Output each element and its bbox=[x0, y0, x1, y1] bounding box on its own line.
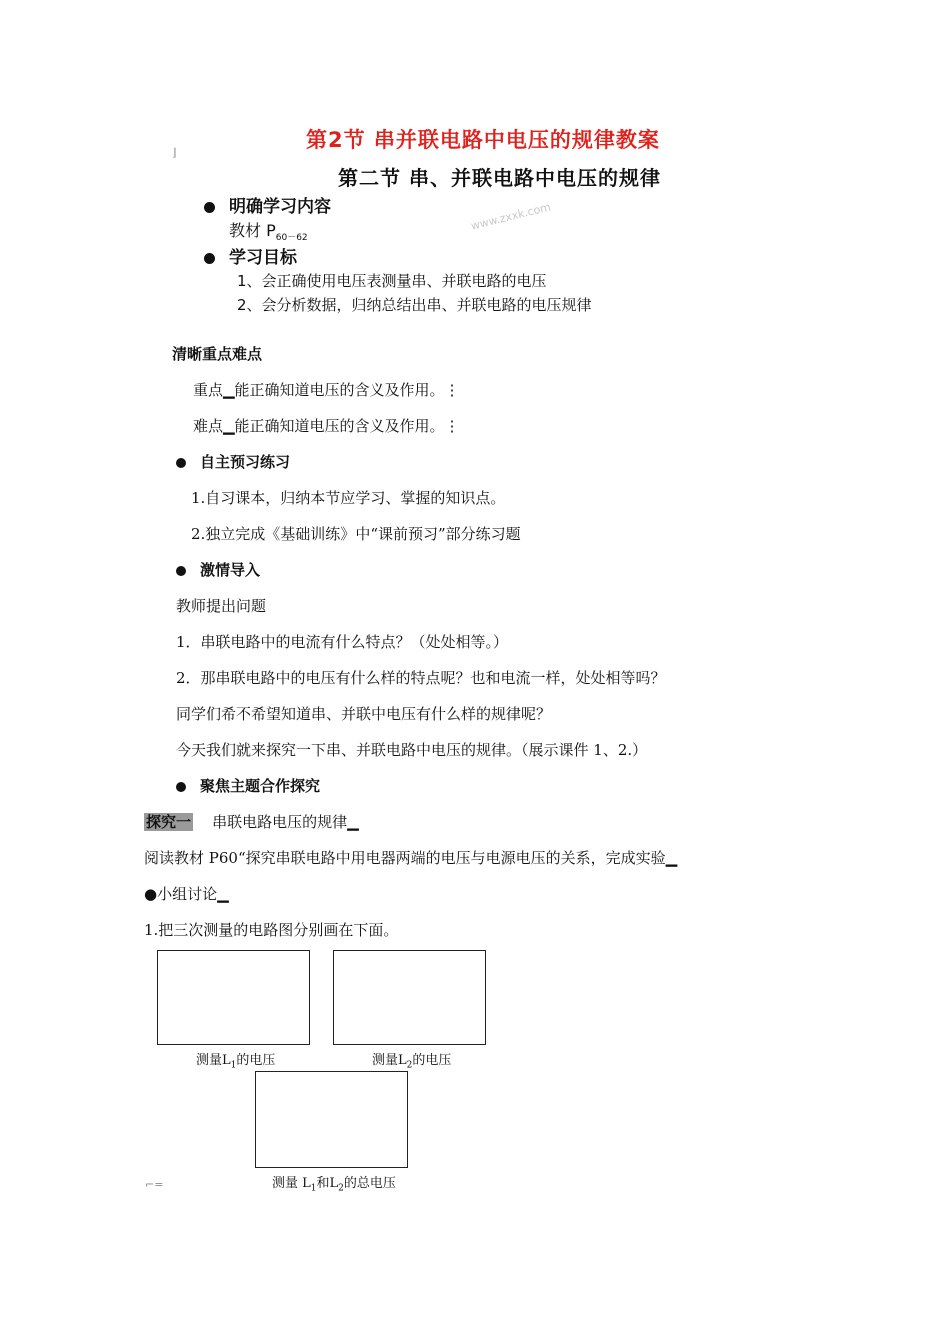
caption-text: 和L bbox=[316, 1176, 339, 1191]
corner-mark: ⌋ bbox=[172, 146, 177, 159]
bullet-icon bbox=[204, 253, 215, 264]
learning-goals-heading bbox=[204, 243, 297, 268]
intro-question-2: 2．那串联电路中的电压有什么样的特点呢？也和电流一样，处处相等吗？ bbox=[176, 669, 666, 687]
explore-one-line bbox=[144, 811, 359, 832]
bullet-icon bbox=[176, 782, 186, 792]
self-preview-title: 自主预习练习 bbox=[200, 453, 291, 471]
intro-line: 教师提出问题 bbox=[176, 597, 267, 615]
drawing-box-total[interactable] bbox=[255, 1071, 408, 1168]
caption-text: 测量 L bbox=[272, 1176, 311, 1191]
learning-goal-1: 1、会正确使用电压表测量串、并联电路的电压 bbox=[237, 272, 547, 290]
group-discussion: ●小组讨论▁ bbox=[144, 885, 229, 903]
caption-text: 测量L bbox=[196, 1053, 231, 1068]
bullet-icon bbox=[176, 566, 186, 576]
watermark-text: www.zxxk.com bbox=[469, 200, 553, 233]
difficult-point-line: 难点▁能正确知道电压的含义及作用。⋮ bbox=[193, 417, 460, 435]
bullet-icon bbox=[204, 202, 215, 213]
explore-title: 串联电路电压的规律▁ bbox=[212, 813, 359, 831]
task-1: 1.把三次测量的电路图分别画在下面。 bbox=[144, 921, 399, 939]
caption-text: 测量L bbox=[372, 1053, 407, 1068]
focus-heading bbox=[176, 775, 320, 796]
caption-subscript: 2 bbox=[406, 1060, 413, 1071]
drawing-box-l1[interactable] bbox=[157, 950, 310, 1045]
textbook-label: 教材 P bbox=[229, 221, 276, 240]
intro-line: 同学们希不希望知道串、并联中电压有什么样的规律呢？ bbox=[176, 705, 552, 723]
bullet-icon bbox=[176, 458, 186, 468]
intro-line: 今天我们就来探究一下串、并联电路中电压的规律。（展示课件 1、2.） bbox=[176, 741, 648, 759]
intro-question-1: 1．串联电路中的电流有什么特点？（处处相等。） bbox=[176, 633, 509, 651]
foot-mark: ⌐= bbox=[145, 1178, 164, 1191]
learning-goal-2: 2、会分析数据，归纳总结出串、并联电路的电压规律 bbox=[237, 296, 592, 314]
section-heading: 第二节 串、并联电路中电压的规律 bbox=[338, 166, 661, 190]
preview-item-1: 1.自习课本，归纳本节应学习、掌握的知识点。 bbox=[191, 489, 506, 507]
caption-total bbox=[272, 1172, 396, 1194]
self-preview-heading bbox=[176, 451, 290, 472]
intro-title: 激情导入 bbox=[200, 561, 261, 579]
caption-l1 bbox=[196, 1049, 275, 1071]
learning-content-heading bbox=[204, 192, 331, 217]
document-title: 第2节 串并联电路中电压的规律教案 bbox=[306, 128, 660, 152]
textbook-page-range: 60－62 bbox=[275, 233, 308, 244]
caption-subscript: 1 bbox=[310, 1183, 317, 1194]
drawing-box-l2[interactable] bbox=[333, 950, 486, 1045]
explore-label: 探究一 bbox=[146, 813, 192, 831]
learning-content-title: 明确学习内容 bbox=[229, 197, 331, 217]
reading-instruction: 阅读教材 P60“探究串联电路中用电器两端的电压与电源电压的关系，完成实验▁ bbox=[144, 849, 678, 867]
key-points-title: 清晰重点难点 bbox=[172, 345, 263, 363]
caption-subscript: 1 bbox=[230, 1060, 237, 1071]
focus-title: 聚焦主题合作探究 bbox=[200, 777, 321, 795]
caption-text: 的总电压 bbox=[343, 1176, 396, 1191]
learning-goals-title: 学习目标 bbox=[229, 248, 297, 268]
caption-text: 的电压 bbox=[412, 1053, 452, 1068]
preview-item-2: 2.独立完成《基础训练》中“课前预习”部分练习题 bbox=[191, 525, 521, 543]
caption-subscript: 2 bbox=[338, 1183, 344, 1194]
textbook-pages bbox=[229, 218, 308, 243]
caption-text: 的电压 bbox=[236, 1053, 276, 1068]
caption-l2 bbox=[372, 1049, 451, 1071]
key-point-line: 重点▁能正确知道电压的含义及作用。⋮ bbox=[193, 381, 460, 399]
intro-heading bbox=[176, 559, 260, 580]
